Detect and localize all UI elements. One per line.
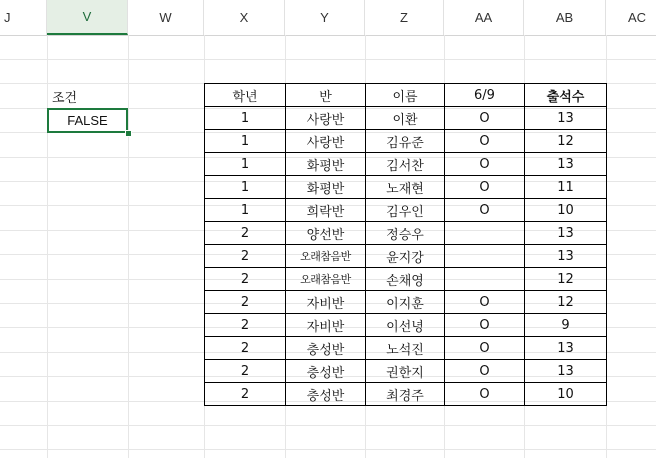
cell-grade[interactable]: 2 [205,268,286,291]
column-header-aa[interactable]: AA [444,0,524,35]
cell-class[interactable]: 충성반 [286,383,366,406]
cell-name[interactable]: 손채영 [366,268,445,291]
row-gridline [0,449,656,450]
cell-name[interactable]: 정승우 [366,222,445,245]
cell-date-mark[interactable]: O [445,291,525,314]
cell-grade[interactable]: 1 [205,107,286,130]
cell-class[interactable]: 충성반 [286,337,366,360]
cell-name[interactable]: 윤지강 [366,245,445,268]
header-name[interactable]: 이름 [366,84,445,107]
cell-grade[interactable]: 1 [205,199,286,222]
column-header-x[interactable]: X [204,0,285,35]
row-gridline [0,59,656,60]
cell-attendance-count[interactable]: 13 [525,245,607,268]
cell-attendance-count[interactable]: 11 [525,176,607,199]
cell-name[interactable]: 최경주 [366,383,445,406]
cell-grade[interactable]: 2 [205,314,286,337]
column-header-row [0,0,656,36]
cell-name[interactable]: 노재현 [366,176,445,199]
table-row [205,314,607,337]
table-row [205,291,607,314]
column-header-ab[interactable]: AB [524,0,606,35]
cell-class[interactable]: 화평반 [286,176,366,199]
cell-class[interactable]: 희락반 [286,199,366,222]
cell-grade[interactable]: 2 [205,383,286,406]
cell-class[interactable]: 오래참음반 [286,268,366,291]
cell-name[interactable]: 이환 [366,107,445,130]
header-class[interactable]: 반 [286,84,366,107]
cell-name[interactable]: 권한지 [366,360,445,383]
table-row [205,176,607,199]
cell-attendance-count[interactable]: 12 [525,268,607,291]
cell-attendance-count[interactable]: 12 [525,291,607,314]
cell-date-mark[interactable]: O [445,360,525,383]
table-row [205,360,607,383]
cell-grade[interactable]: 1 [205,153,286,176]
cell-attendance-count[interactable]: 13 [525,107,607,130]
cell-grade[interactable]: 1 [205,130,286,153]
row-gridline [0,425,656,426]
table-row [205,130,607,153]
cell-date-mark[interactable]: O [445,383,525,406]
cell-attendance-count[interactable]: 13 [525,360,607,383]
cell-date-mark[interactable]: O [445,153,525,176]
cell-name[interactable]: 김우인 [366,199,445,222]
attendance-table [204,83,607,406]
cell-date-mark[interactable] [445,268,525,291]
cell-attendance-count[interactable]: 13 [525,222,607,245]
fill-handle[interactable] [125,130,132,137]
cell-grade[interactable]: 2 [205,222,286,245]
column-header-w[interactable]: W [128,0,204,35]
cell-date-mark[interactable]: O [445,199,525,222]
column-header-v[interactable]: V [47,0,128,35]
cell-name[interactable]: 이선녕 [366,314,445,337]
cell-grade[interactable]: 2 [205,291,286,314]
table-row [205,199,607,222]
condition-label: 조건 [52,90,78,105]
cell-class[interactable]: 양선반 [286,222,366,245]
column-header-j[interactable]: J [0,0,47,35]
cell-class[interactable]: 사랑반 [286,130,366,153]
table-row [205,153,607,176]
cell-class[interactable]: 화평반 [286,153,366,176]
cell-class[interactable]: 사랑반 [286,107,366,130]
cell-attendance-count[interactable]: 9 [525,314,607,337]
cell-date-mark[interactable] [445,222,525,245]
cell-name[interactable]: 이지훈 [366,291,445,314]
table-row [205,222,607,245]
cell-grade[interactable]: 2 [205,245,286,268]
column-header-ac[interactable]: AC [606,0,656,35]
cell-attendance-count[interactable]: 10 [525,199,607,222]
cell-name[interactable]: 김서찬 [366,153,445,176]
condition-value-cell[interactable]: FALSE [47,108,128,133]
header-grade[interactable]: 학년 [205,84,286,107]
table-row [205,245,607,268]
cell-grade[interactable]: 2 [205,337,286,360]
cell-date-mark[interactable]: O [445,176,525,199]
cell-date-mark[interactable]: O [445,314,525,337]
table-row [205,268,607,291]
cell-attendance-count[interactable]: 10 [525,383,607,406]
table-row [205,383,607,406]
cell-name[interactable]: 노석진 [366,337,445,360]
cell-attendance-count[interactable]: 13 [525,153,607,176]
cell-date-mark[interactable]: O [445,107,525,130]
column-header-z[interactable]: Z [365,0,444,35]
cell-grade[interactable]: 2 [205,360,286,383]
cell-name[interactable]: 김유준 [366,130,445,153]
cell-attendance-count[interactable]: 13 [525,337,607,360]
header-attendance-count[interactable]: 출석수 [525,84,607,107]
column-header-y[interactable]: Y [285,0,365,35]
cell-class[interactable]: 자비반 [286,314,366,337]
cell-attendance-count[interactable]: 12 [525,130,607,153]
cell-class[interactable]: 자비반 [286,291,366,314]
cell-date-mark[interactable]: O [445,337,525,360]
column-gridline [47,35,48,458]
cell-date-mark[interactable] [445,245,525,268]
column-gridline [128,35,129,458]
table-row [205,337,607,360]
header-date[interactable]: 6/9 [445,84,525,107]
cell-class[interactable]: 오래참음반 [286,245,366,268]
cell-grade[interactable]: 1 [205,176,286,199]
cell-class[interactable]: 충성반 [286,360,366,383]
table-header-row [205,84,607,107]
table-row [205,107,607,130]
cell-date-mark[interactable]: O [445,130,525,153]
